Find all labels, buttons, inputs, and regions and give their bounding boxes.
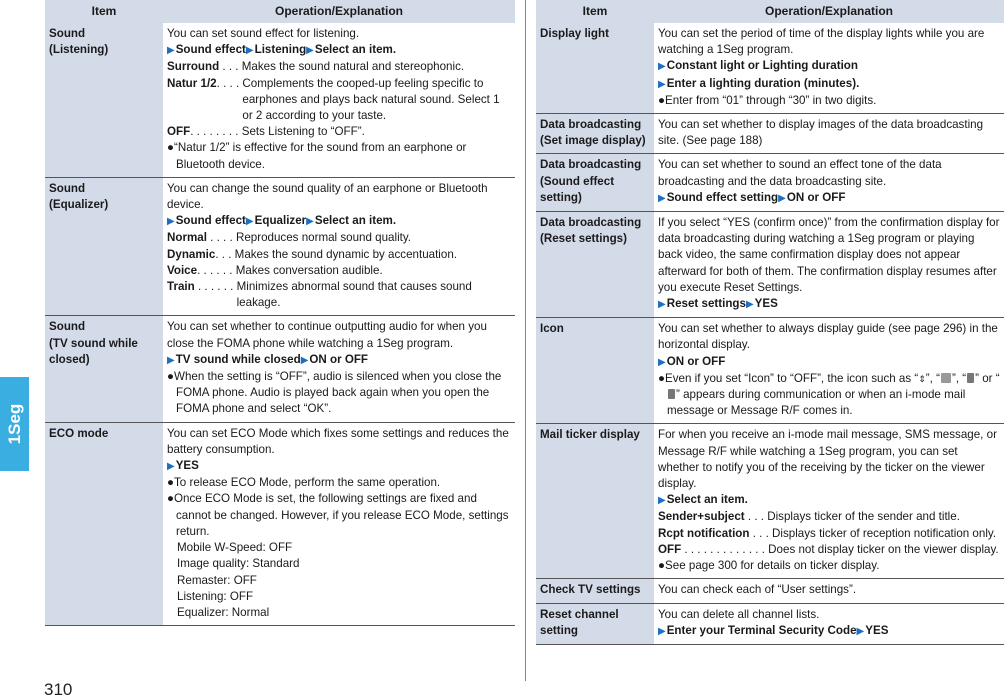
table-row <box>45 177 515 316</box>
operation-path: ▶Enter your Terminal Security Code▶YES <box>658 623 889 637</box>
note: ●See page 300 for details on ticker display. <box>658 559 880 573</box>
operation-path: ▶TV sound while closed▶ON or OFF <box>167 352 368 366</box>
arrow-icon: ▶ <box>658 625 666 637</box>
row-item-data-sound: Data broadcasting (Sound effect setting) <box>536 154 654 212</box>
arrow-icon: ▶ <box>745 299 754 311</box>
note: ●Once ECO Mode is set, the following settings are fixed and cannot be changed. However, if you release ECO Mode, settings return. <box>167 492 509 538</box>
arrow-icon: ▶ <box>167 354 175 366</box>
option-definition: Dynamic. . . Makes the sound dynamic by accentuation. <box>167 247 457 261</box>
section-tab-label: 1Seg <box>4 403 24 445</box>
table-row <box>536 603 1004 644</box>
option-definition: OFF. . . . . . . . Sets Listening to “OFF”. <box>167 125 365 139</box>
table-row <box>45 422 515 625</box>
left-settings-table <box>45 0 515 626</box>
option-definition: Train . . . . . . Minimizes abnormal sound that causes sound leakage. <box>167 280 472 310</box>
fixed-setting: Equalizer: Normal <box>177 605 270 619</box>
section-tab <box>0 377 29 471</box>
note: ●Enter from “01” through “30” in two digits. <box>658 93 877 107</box>
note: ●Even if you set “Icon” to “OFF”, the icon such as “⇕”, “ ”, “ ” or “” appears during communication or when an i-mode mail message or Message R/F comes in. <box>658 371 1000 418</box>
row-explanation-sound-equalizer: You can change the sound quality of an earphone or Bluetooth device. ▶Sound effect▶Equalizer▶Select an item. Normal . . . . Reproduces normal sound quality. Dynamic. . . Makes the sound dynamic by accentuation. Voice. . . . . . Makes conversation audible. Train . . . . . . Minimizes abnormal sound that causes sound leakage. <box>163 177 515 316</box>
row-item-eco-mode: ECO mode <box>45 422 163 625</box>
table-row <box>45 316 515 422</box>
row-explanation-sound-listening: You can set sound effect for listening. ▶Sound effect▶Listening▶Select an item. Surround . . . Makes the sound natural and stereophonic. Natur 1/2. . . . Complements the cooped-up feeling specific to earphones and plays back natural sound. Select 1 or 2 according to your taste. OFF. . . . . . . . Sets Listening to “OFF”. ●“Natur 1/2” is effective for the sound from an earphone or Bluetooth device. <box>163 23 515 177</box>
operation-path: ▶YES <box>167 459 199 473</box>
arrow-icon: ▶ <box>658 356 666 368</box>
operation-column-header: Operation/Explanation <box>654 0 1004 23</box>
arrow-icon: ▶ <box>856 625 865 637</box>
operation-path: ▶Constant light or Lighting duration <box>658 59 858 73</box>
row-explanation-sound-tv: You can set whether to continue outputting audio for when you close the FOMA phone while watching a 1Seg program. ▶TV sound while closed▶ON or OFF ●When the setting is “OFF”, audio is silenced when you close the FOMA phone. Audio is played back again when you open the FOMA phone and select “OK”. <box>163 316 515 422</box>
table-row <box>536 424 1004 579</box>
table-row <box>45 23 515 177</box>
row-item-check-tv: Check TV settings <box>536 579 654 603</box>
table-row <box>536 579 1004 603</box>
fixed-setting: Image quality: Standard <box>177 557 300 571</box>
row-explanation-eco-mode: You can set ECO Mode which fixes some settings and reduces the battery consumption. ▶YES ●To release ECO Mode, perform the same operation. ●Once ECO Mode is set, the following settings are fixed and cannot be changed. However, if you release ECO Mode, settings return. Mobile W-Speed: OFF Image quality: Standard Remaster: OFF Listening: OFF Equalizer: Normal <box>163 422 515 625</box>
fixed-setting: Listening: OFF <box>177 589 254 603</box>
operation-path: ▶Sound effect setting▶ON or OFF <box>658 190 846 204</box>
operation-path: ▶ON or OFF <box>658 354 726 368</box>
arrow-icon: ▶ <box>658 192 666 204</box>
row-explanation-mail-ticker: For when you receive an i-mode mail message, SMS message, or Message R/F while watching a 1Seg program, you can set whether to notify you of the receiving by the ticker on the viewer display. ▶Select an item. Sender+subject . . . Displays ticker of the sender and title. Rcpt notification . . . Displays ticker of reception notification only. OFF . . . . . . . . . . . . . Does not display ticker on the viewer display. ●See page 300 for details on ticker display. <box>654 424 1004 579</box>
arrow-icon: ▶ <box>778 192 786 204</box>
table-row <box>536 318 1004 424</box>
row-item-icon: Icon <box>536 318 654 424</box>
antenna-icon <box>967 373 974 383</box>
row-item-sound-equalizer: Sound (Equalizer) <box>45 177 163 316</box>
note: ●When the setting is “OFF”, audio is silenced when you close the FOMA phone. Audio is played back again when you open the FOMA phone and select “OK”. <box>167 370 502 416</box>
operation-path: ▶Select an item. <box>658 493 748 507</box>
arrow-icon: ▶ <box>167 461 175 473</box>
option-definition: OFF . . . . . . . . . . . . . Does not display ticker on the viewer display. <box>658 542 999 556</box>
option-definition: Voice. . . . . . Makes conversation audible. <box>167 263 383 277</box>
row-item-data-image: Data broadcasting (Set image display) <box>536 114 654 154</box>
row-item-sound-tv: Sound (TV sound while closed) <box>45 316 163 422</box>
arrow-icon: ▶ <box>658 61 666 73</box>
row-explanation-data-reset: If you select “YES (confirm once)” from the confirmation display for data broadcasting during watching a 1Seg program or playing back video, the same confirmation display does not appear afterward for both of them. The confirmation display resumes after you execute Reset Settings. ▶Reset settings▶YES <box>654 212 1004 318</box>
arrow-icon: ▶ <box>658 495 666 507</box>
fixed-setting: Remaster: OFF <box>177 573 257 587</box>
message-icon <box>668 389 675 399</box>
row-item-sound-listening: Sound (Listening) <box>45 23 163 177</box>
option-definition: Natur 1/2. . . . Complements the cooped-up feeling specific to earphones and plays back natural sound. Select 1 or 2 according to your taste. <box>167 76 500 123</box>
arrow-icon: ▶ <box>658 78 666 90</box>
operation-path: ▶Sound effect▶Equalizer▶Select an item. <box>167 214 397 228</box>
operation-path: ▶Reset settings▶YES <box>658 297 778 311</box>
row-item-mail-ticker: Mail ticker display <box>536 424 654 579</box>
row-explanation-check-tv: You can check each of “User settings”. <box>658 583 857 597</box>
item-column-header: Item <box>536 0 654 23</box>
row-explanation-icon: You can set whether to always display guide (see page 296) in the horizontal display. ▶ON or OFF ●Even if you set “Icon” to “OFF”, the icon such as “⇕”, “ ”, “ ” or “” appears during communication or when an i-mode mail message or Message R/F comes in. <box>654 318 1004 424</box>
table-row <box>536 114 1004 154</box>
note: ●“Natur 1/2” is effective for the sound from an earphone or Bluetooth device. <box>167 141 467 171</box>
arrow-icon: ▶ <box>300 354 309 366</box>
option-definition: Sender+subject . . . Displays ticker of the sender and title. <box>658 510 960 524</box>
row-item-data-reset: Data broadcasting (Reset settings) <box>536 212 654 318</box>
arrow-icon: ▶ <box>306 216 314 228</box>
column-divider <box>525 0 526 681</box>
arrow-icon: ▶ <box>167 216 175 228</box>
option-definition: Rcpt notification . . . Displays ticker of reception notification only. <box>658 526 997 540</box>
page-number: 310 <box>44 680 73 699</box>
operation-path: ▶Enter a lighting duration (minutes). <box>658 76 860 90</box>
arrow-icon: ▶ <box>658 299 666 311</box>
note: ●To release ECO Mode, perform the same operation. <box>167 476 441 490</box>
table-row <box>536 154 1004 212</box>
row-explanation-reset-channel: You can delete all channel lists. ▶Enter your Terminal Security Code▶YES <box>654 603 1004 644</box>
operation-path: ▶Sound effect▶Listening▶Select an item. <box>167 43 397 57</box>
right-settings-table <box>536 0 1004 645</box>
row-explanation-display-light: You can set the period of time of the display lights while you are watching a 1Seg program. ▶Constant light or Lighting duration ▶Enter a lighting duration (minutes). ●Enter from “01” through “30” in two digits. <box>654 23 1004 114</box>
row-item-display-light: Display light <box>536 23 654 114</box>
row-explanation-data-image: You can set whether to display images of the data broadcasting site. (See page 188) <box>658 118 984 148</box>
item-column-header: Item <box>45 0 163 23</box>
table-row <box>536 212 1004 318</box>
arrow-icon: ▶ <box>245 45 254 57</box>
mail-icon <box>941 373 951 383</box>
arrow-icon: ▶ <box>167 45 175 57</box>
operation-column-header: Operation/Explanation <box>163 0 515 23</box>
updown-icon: ⇕ <box>918 373 926 384</box>
arrow-icon: ▶ <box>245 216 254 228</box>
option-definition: Surround . . . Makes the sound natural and stereophonic. <box>167 60 465 74</box>
option-definition: Normal . . . . Reproduces normal sound quality. <box>167 231 412 245</box>
row-item-reset-channel: Reset channel setting <box>536 603 654 644</box>
arrow-icon: ▶ <box>306 45 314 57</box>
table-row <box>536 23 1004 114</box>
fixed-setting: Mobile W-Speed: OFF <box>177 541 293 555</box>
row-explanation-data-sound: You can set whether to sound an effect tone of the data broadcasting and the data broadcasting site. ▶Sound effect setting▶ON or OFF <box>654 154 1004 212</box>
